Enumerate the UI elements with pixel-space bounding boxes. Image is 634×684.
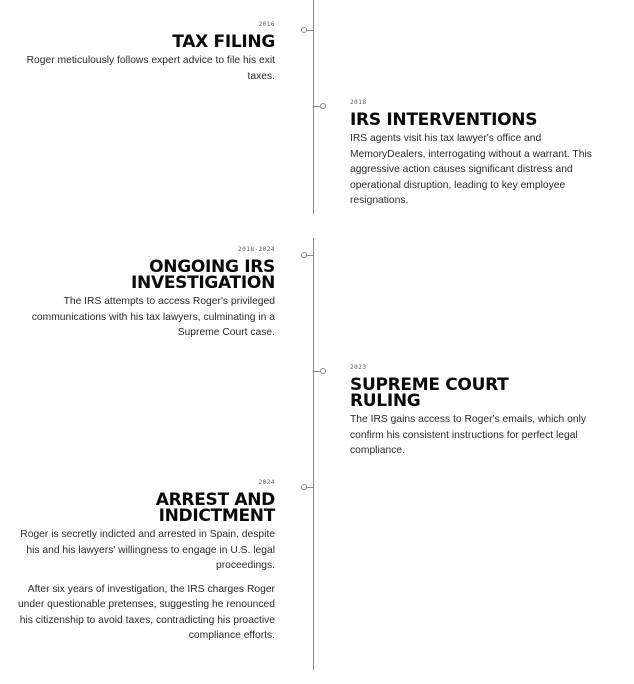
- entry-description: The IRS attempts to access Roger's privileged communications with his tax lawyers, culminating in a Supreme Court case.: [31, 296, 275, 338]
- timeline-entry-ongoing-irs-investigation: [10, 246, 275, 341]
- entry-year: 2018: [350, 99, 367, 106]
- entry-title: ONGOING IRS INVESTIGATION: [131, 257, 275, 293]
- timeline-line: [313, 238, 314, 670]
- timeline-marker: [313, 103, 326, 109]
- timeline-entry-tax-filing: [10, 21, 275, 84]
- entry-year: 2024: [258, 479, 275, 486]
- entry-description: Roger meticulously follows expert advice to file his exit taxes.: [26, 55, 275, 82]
- entry-year: 2018-2024: [237, 246, 275, 253]
- entry-description: The IRS gains access to Roger's emails, which only confirm his consistent instructions for perfect legal compliance.: [350, 414, 587, 456]
- entry-description: After six years of investigation, the IRS charges Roger under questionable pretenses, suggesting he renounced his citizenship to avoid taxes, contradicting his proactive compliance efforts.: [17, 583, 275, 641]
- entry-title: IRS INTERVENTIONS: [350, 110, 538, 130]
- timeline-marker: [313, 368, 326, 374]
- timeline-marker: [301, 484, 314, 490]
- timeline-entry-supreme-court-ruling: [350, 364, 615, 459]
- entry-year: 2023: [350, 364, 367, 371]
- entry-year: 2016: [258, 21, 275, 28]
- timeline-marker: [301, 252, 314, 258]
- entry-title: ARREST AND INDICTMENT: [155, 490, 275, 526]
- timeline-marker: [301, 27, 314, 33]
- entry-description: Roger is secretly indicted and arrested in Spain, despite his and his lawyers' willingness to engage in U.S. legal proceedings.: [20, 529, 275, 571]
- entry-description: IRS agents visit his tax lawyer's office and MemoryDealers, interrogating without a warrant. This aggressive action causes significant distress and operational disruption, leading to key employee resignations.: [350, 133, 592, 206]
- entry-title: TAX FILING: [172, 32, 275, 52]
- timeline-entry-irs-interventions: [350, 99, 615, 209]
- entry-title: SUPREME COURT RULING: [350, 375, 509, 411]
- timeline-entry-arrest-and-indictment: [15, 479, 275, 644]
